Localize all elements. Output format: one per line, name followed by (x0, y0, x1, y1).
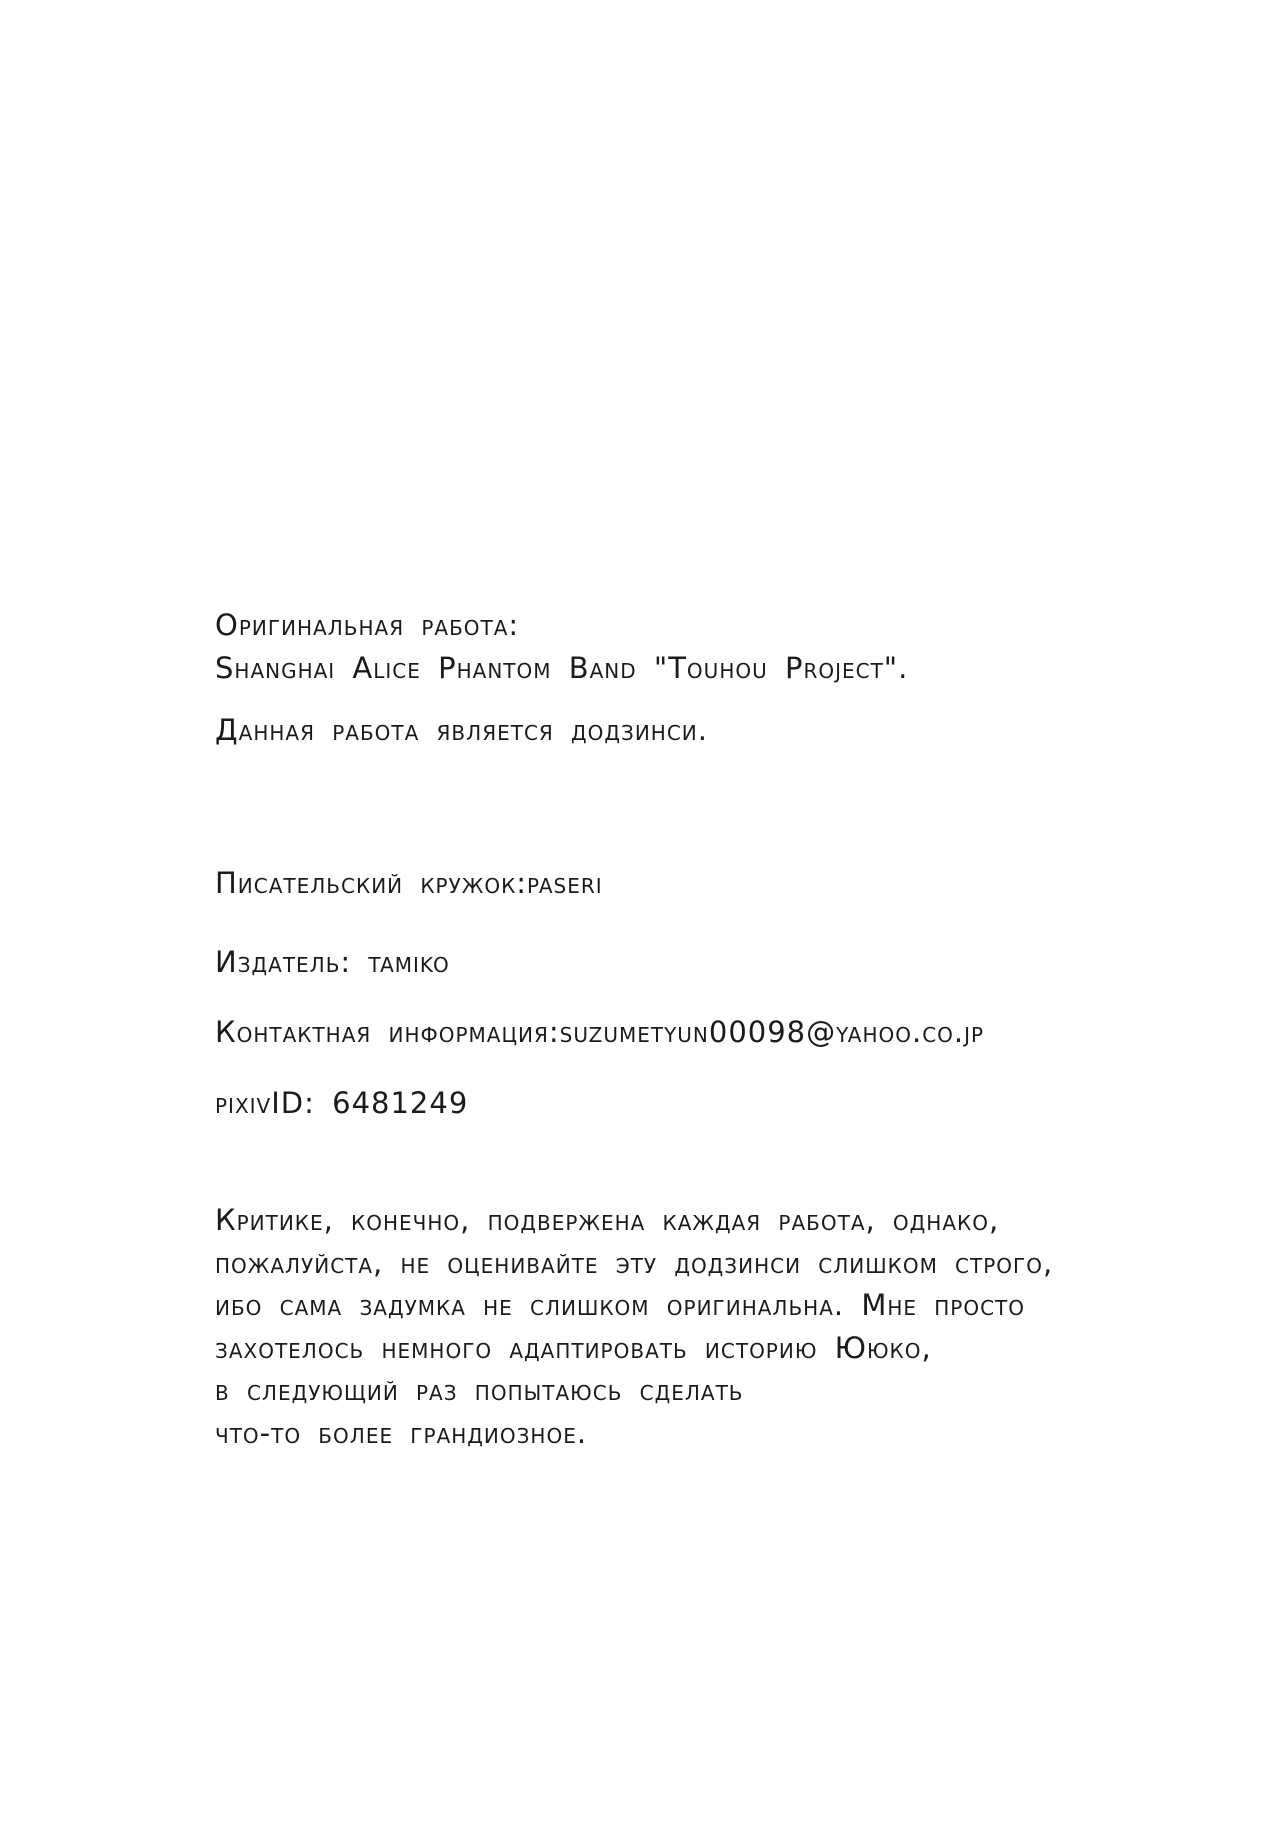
original-work-section (215, 604, 908, 690)
afterword-line: в следующий раз попытаюсь сделать (215, 1373, 744, 1408)
afterword-line: что-то более грандиозное. (215, 1415, 588, 1450)
afterword-line: пожалуйста, не оценивайте эту додзинси слишком строго, (215, 1245, 1054, 1280)
publisher-line: Издатель: tamiko (215, 945, 450, 979)
original-work-label: Оригинальная работа: (215, 608, 520, 642)
afterword-line: Критике, конечно, подвержена каждая работа, однако, (215, 1203, 1000, 1237)
doujinshi-note: Данная работа является додзинси. (215, 713, 708, 747)
writing-circle-line: Писательский кружок:paseri (215, 866, 603, 900)
pixiv-id-line: pixivID: 6481249 (215, 1086, 469, 1120)
afterword-line: захотелось немного адаптировать историю Ююко, (215, 1330, 932, 1365)
afterword-paragraph (215, 1199, 1053, 1455)
original-work-value: Shanghai Alice Phantom Band "Touhou Project". (215, 651, 909, 685)
contact-info-line: Контактная информация:suzumetyun00098@yahoo.co.jp (215, 1015, 985, 1049)
afterword-line: ибо сама задумка не слишком оригинальна. Мне просто (215, 1288, 1026, 1323)
